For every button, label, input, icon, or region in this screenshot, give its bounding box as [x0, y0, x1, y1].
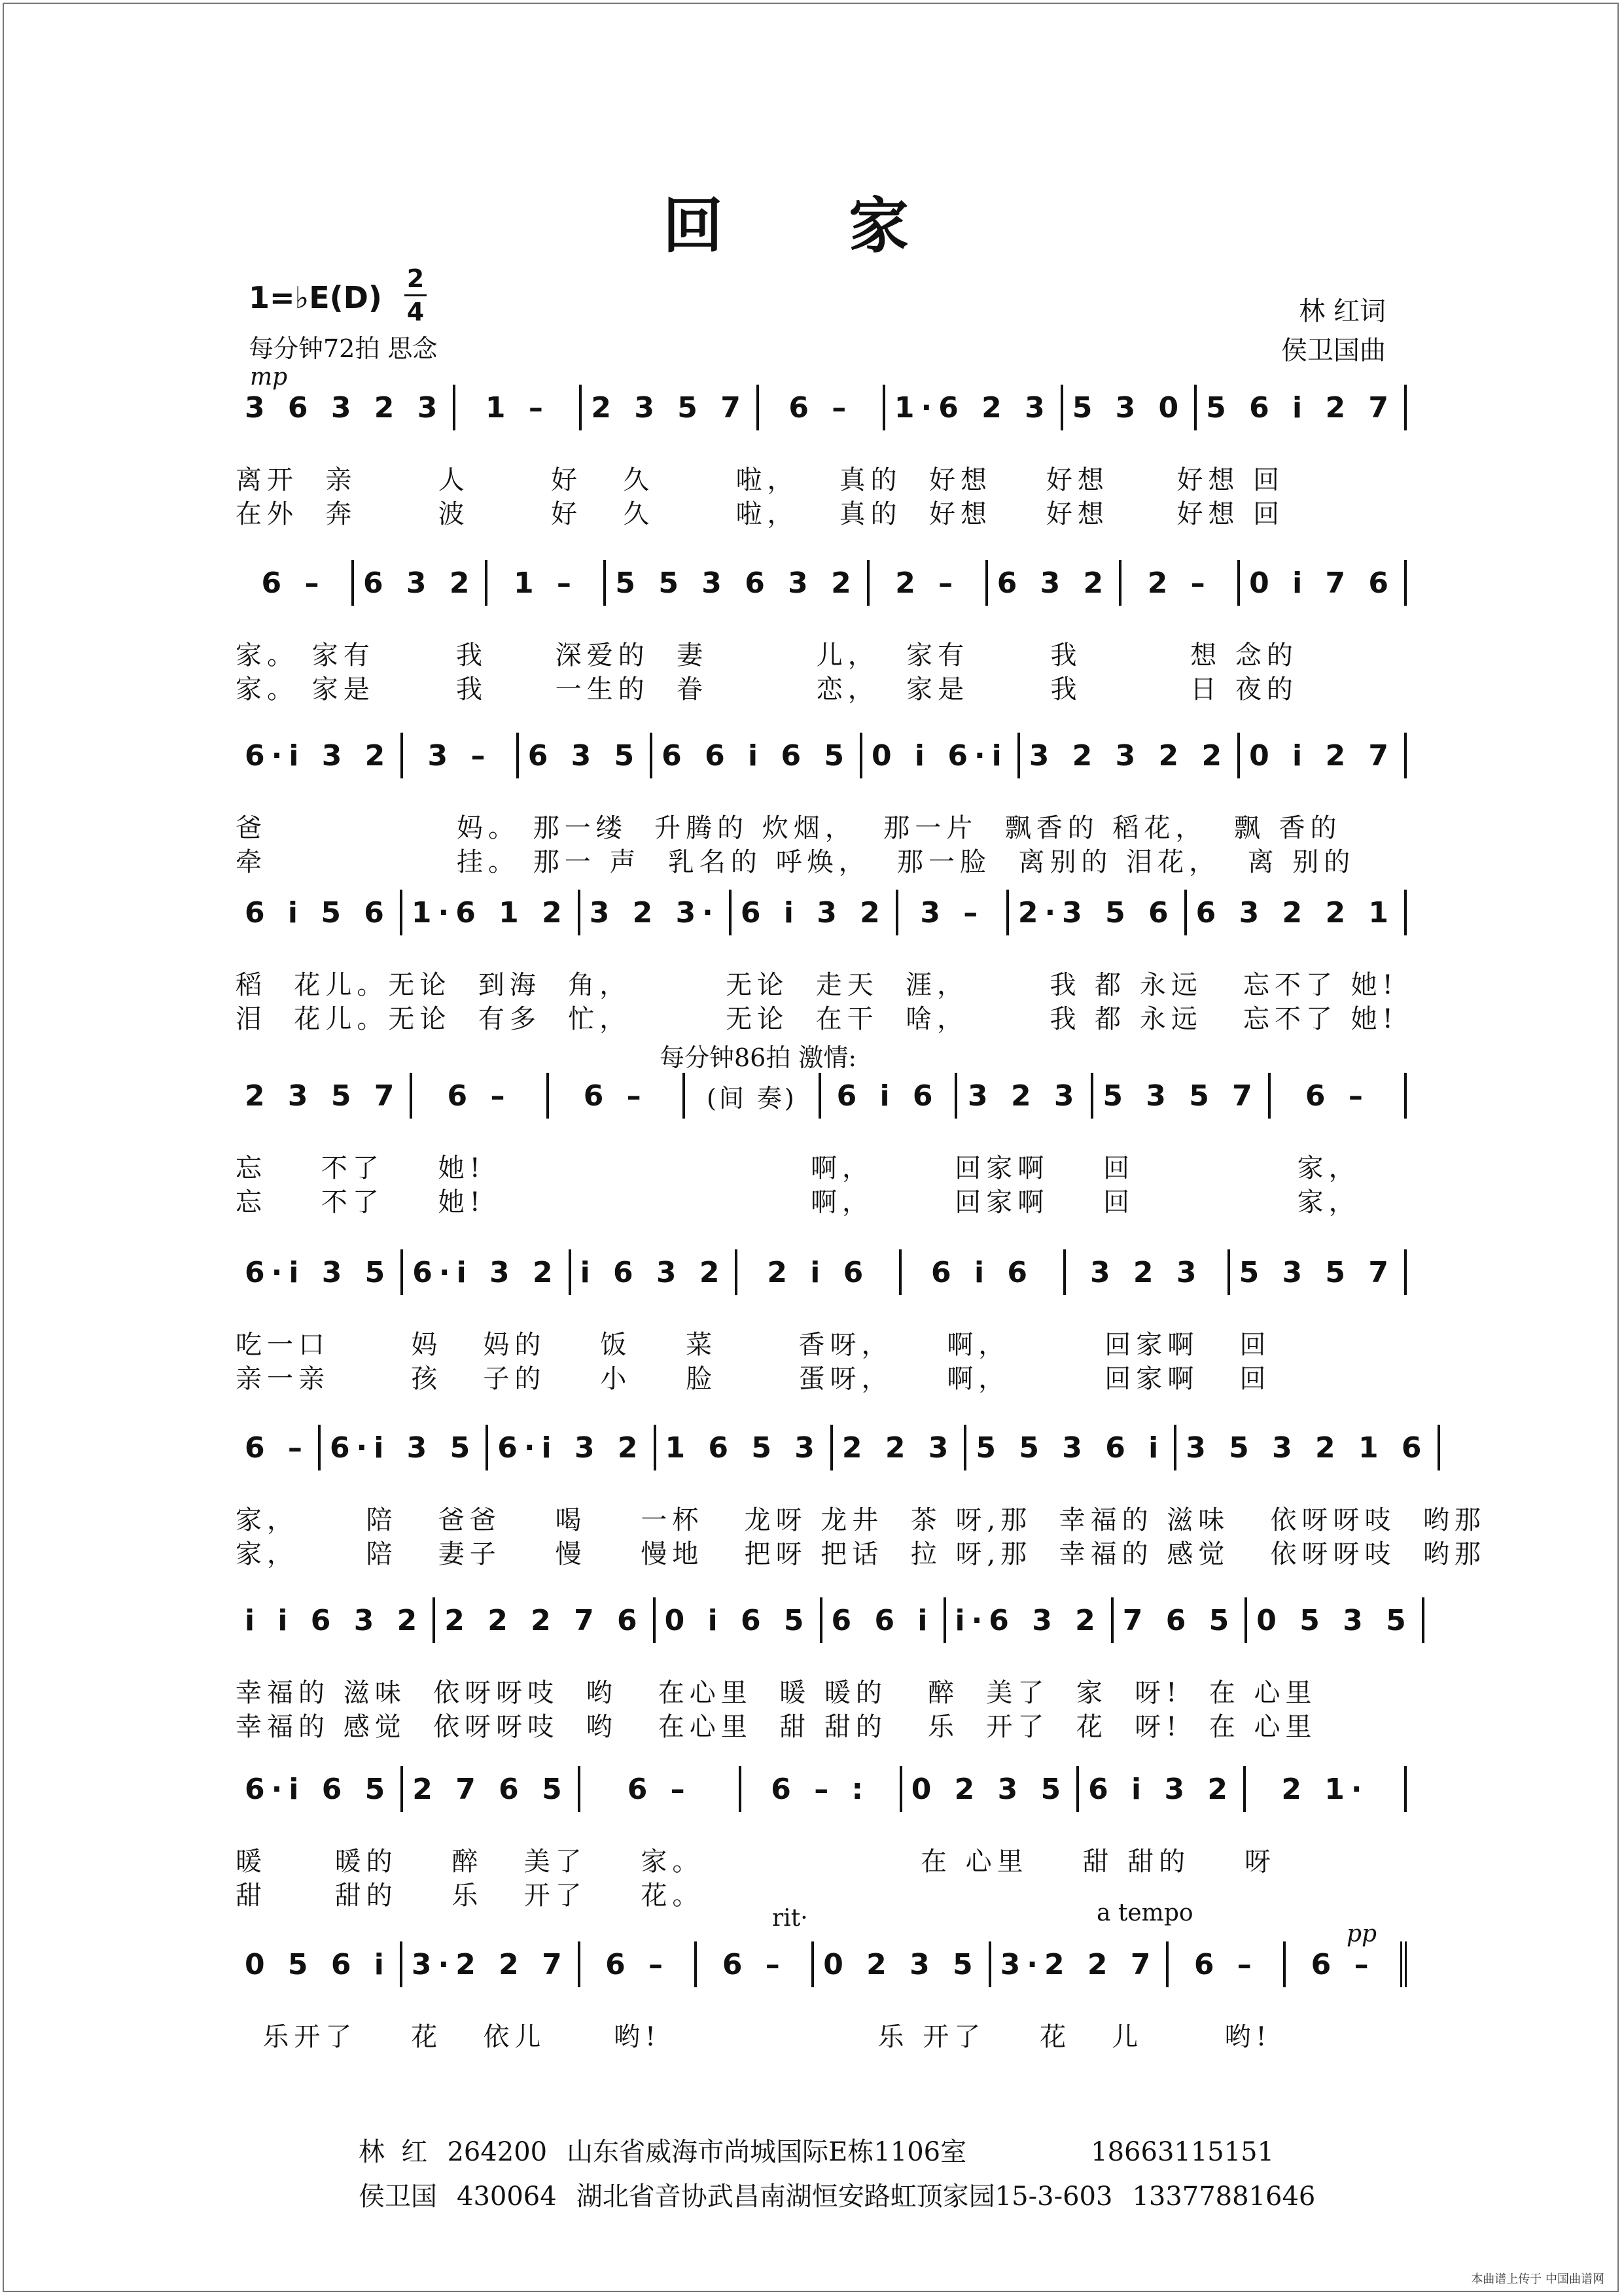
measure: 6 i 5 6: [236, 890, 402, 935]
lyric-verse-2: 泪 花儿。无论 有多 忙， 无论 在干 啥， 我 都 永远 忘不了 她!: [236, 1004, 1398, 1034]
lyric-verse-2: 在外 奔 波 好 久 啦， 真的 好想 好想 好想 回: [236, 499, 1285, 529]
measure: 6 –: [236, 1425, 321, 1470]
score-system: [236, 1935, 1407, 2092]
rit-marking: rit·: [772, 1905, 808, 1932]
address-line-1: 林 红 264200 山东省威海市尚城国际E栋1106室 18663115151: [359, 2137, 1275, 2167]
measure: 6·i 3 5: [321, 1425, 488, 1470]
measure: 0 i 6 5: [656, 1597, 822, 1643]
measure: 6 i 3 2: [732, 890, 898, 935]
measures-row: [236, 1766, 1407, 1812]
measure: 5 3 5 7: [1093, 1073, 1270, 1119]
score-system: [236, 1243, 1407, 1400]
score-system: [236, 1066, 1407, 1223]
measure: 3 –: [898, 890, 1009, 935]
lyric-verse-1: 家， 陪 爸爸 喝 一杯 龙呀 龙井 茶 呀,那 幸福的 滋味 依呀呀吱 哟那: [236, 1505, 1486, 1535]
measure: 6 –: [697, 1941, 814, 1987]
measure: 3 6 3 2 3: [236, 385, 455, 430]
measure: 0 2 3 5: [902, 1766, 1079, 1812]
measure: 6 3 2: [988, 560, 1121, 606]
measure: 3 5 3 2 1 6: [1176, 1425, 1439, 1470]
measure: 1 6 5 3: [656, 1425, 833, 1470]
measure: 6 3 2: [354, 560, 487, 606]
measures-row: [236, 733, 1407, 778]
measure: i 6 3 2: [571, 1249, 738, 1295]
notation-line: [236, 1591, 1413, 1650]
lyric-verse-2: 幸福的 感觉 依呀呀吱 哟 在心里 甜 甜的 乐 开了 花 呀! 在 心里: [236, 1712, 1317, 1742]
measure: 0 2 3 5: [814, 1941, 991, 1987]
song-title: 回 家: [662, 190, 962, 261]
lyric-verse-1: 离开 亲 人 好 久 啦， 真的 好想 好想 好想 回: [236, 465, 1285, 495]
site-watermark: 本曲谱上传于 中国曲谱网: [1471, 2272, 1604, 2286]
measure: 5 5 3 6 i: [966, 1425, 1176, 1470]
notation-line: [236, 1243, 1407, 1302]
tempo-marking-intro: 每分钟72拍 思念: [249, 334, 438, 363]
measure: 6·i 3 2: [236, 733, 403, 778]
score-system: [236, 1760, 1407, 1917]
lyric-verse-2: 忘 不了 她! 啊， 回家啊 回 家，: [236, 1187, 1360, 1217]
measure: 6 – :: [741, 1766, 902, 1812]
measure: 6 –: [1271, 1073, 1407, 1119]
measures-row: [236, 1597, 1413, 1643]
measure: 3 –: [403, 733, 518, 778]
lyric-verse-2: 亲一亲 孩 子的 小 脸 蛋呀， 啊， 回家啊 回: [236, 1364, 1271, 1394]
measure: 2 –: [1121, 560, 1240, 606]
measure: 3·2 2 7: [402, 1941, 580, 1987]
measure: i·6 3 2: [946, 1597, 1114, 1643]
measure: 6 –: [1286, 1941, 1407, 1987]
measure: 0 i 2 7: [1240, 733, 1407, 778]
measure: 5 3 0: [1063, 385, 1197, 430]
notation-line: [236, 1760, 1407, 1818]
lyric-verse-1: 爸 妈。 那一缕 升腾的 炊烟， 那一片 飘香的 稻花， 飘 香的: [236, 813, 1342, 843]
measure: 6·i 3 2: [403, 1249, 571, 1295]
measure: 6 6 i 6 5: [652, 733, 862, 778]
measure: 3 2 3 2 2: [1020, 733, 1240, 778]
measure: 6 i 3 2: [1079, 1766, 1246, 1812]
measures-row: [236, 1425, 1428, 1470]
lyric-verse-2: 牵 挂。 那一 声 乳名的 呼焕， 那一脸 离别的 泪花， 离 别的: [236, 847, 1356, 877]
measure: 2 1·: [1246, 1766, 1407, 1812]
measure: 6·i 3 5: [236, 1249, 403, 1295]
measure: 0 5 3 5: [1247, 1597, 1424, 1643]
measure: 6 i 6: [902, 1249, 1066, 1295]
measure: 6 i 6: [821, 1073, 957, 1119]
lyric-verse-1: 稻 花儿。无论 到海 角， 无论 走天 涯， 我 都 永远 忘不了 她!: [236, 970, 1398, 1000]
lyric-verse-2: 家。 家是 我 一生的 眷 恋， 家是 我 日 夜的: [236, 674, 1298, 704]
score-system: [236, 553, 1407, 710]
measure: 7 6 5: [1114, 1597, 1247, 1643]
score-system: [236, 726, 1407, 883]
lyric-verse-2: 家， 陪 妻子 慢 慢地 把呀 把话 拉 呀,那 幸福的 感觉 依呀呀吱 哟那: [236, 1539, 1486, 1569]
measures-row: [236, 1941, 1407, 1987]
measures-row: [236, 560, 1407, 606]
measure: 6·i 3 2: [488, 1425, 656, 1470]
lyric-verse-1: 幸福的 滋味 依呀呀吱 哟 在心里 暖 暖的 醉 美了 家 呀! 在 心里: [236, 1678, 1317, 1708]
measure: 2 3 5 7: [236, 1073, 412, 1119]
measure: 6 –: [580, 1941, 697, 1987]
lyric-verse-1: 暖 暖的 醉 美了 家。 在 心里 甜 甜的 呀: [236, 1847, 1277, 1877]
lyricist-credit: 林 红词: [1299, 296, 1386, 326]
measure: 5 5 3 6 3 2: [606, 560, 869, 606]
lyric-verse-2: 甜 甜的 乐 开了 花。: [236, 1881, 704, 1911]
measure: 5 3 5 7: [1230, 1249, 1407, 1295]
measure: 6 –: [236, 560, 354, 606]
measure: 3 2 3: [957, 1073, 1093, 1119]
measures-row: [236, 385, 1407, 430]
interlude-marker: (间 奏): [685, 1073, 821, 1119]
measure: 2 2 3: [833, 1425, 966, 1470]
measure: 2 7 6 5: [403, 1766, 580, 1812]
measure: 6 3 5: [519, 733, 652, 778]
tempo-marking-chorus: 每分钟86拍 激情:: [660, 1043, 857, 1072]
lyric-verse-1: 家。 家有 我 深爱的 妻 儿， 家有 我 想 念的: [236, 640, 1298, 670]
measure: 6 3 2 2 1: [1187, 890, 1407, 935]
notation-line: [236, 883, 1407, 942]
measure: 2 i 6: [737, 1249, 902, 1295]
measure: 1 –: [487, 560, 606, 606]
measure: 1·6 1 2: [402, 890, 580, 935]
lyric-verse-1: 忘 不了 她! 啊， 回家啊 回 家，: [236, 1153, 1360, 1183]
notation-line: [236, 726, 1407, 785]
score-system: [236, 883, 1407, 1040]
measures-row: [236, 1249, 1407, 1295]
measure: 3·2 2 7: [991, 1941, 1169, 1987]
measure: 6·i 6 5: [236, 1766, 403, 1812]
measure: 2·3 5 6: [1009, 890, 1187, 935]
measures-row: [236, 890, 1407, 935]
measures-row: [236, 1073, 1407, 1119]
notation-line: [236, 1418, 1428, 1477]
measure: 1 –: [455, 385, 582, 430]
measure: 3 2 3: [1066, 1249, 1230, 1295]
measure: 5 6 i 2 7: [1197, 385, 1407, 430]
address-line-2: 侯卫国 430064 湖北省音协武昌南湖恒安路虹顶家园15-3-603 13377881646: [359, 2182, 1316, 2212]
score-system: [236, 1418, 1486, 1575]
measure: 0 5 6 i: [236, 1941, 402, 1987]
notation-line: [236, 1935, 1407, 1994]
time-signature: 2 4: [404, 264, 427, 326]
key-signature: 1=♭E(D): [249, 280, 382, 315]
score-system: [236, 378, 1407, 535]
measure: 0 i 7 6: [1240, 560, 1407, 606]
composer-credit: 侯卫国曲: [1281, 336, 1386, 366]
measure: 3 2 3·: [580, 890, 732, 935]
measure: 2 3 5 7: [582, 385, 758, 430]
measure: i i 6 3 2: [236, 1597, 435, 1643]
lyric-verse-1: 吃一口 妈 妈的 饭 菜 香呀， 啊， 回家啊 回: [236, 1330, 1271, 1360]
measure: 6 6 i: [822, 1597, 946, 1643]
a-tempo-marking: a tempo: [1097, 1900, 1193, 1926]
dynamic-pp: pp: [1347, 1921, 1377, 1947]
lyric-verse-1: 乐开了 花 依儿 哟! 乐 开了 花 儿 哟!: [236, 2022, 1272, 2052]
measure: 6 –: [412, 1073, 548, 1119]
measure: 6 –: [759, 385, 885, 430]
notation-line: [236, 378, 1407, 437]
notation-line: [236, 553, 1407, 612]
measure: 0 i 6·i: [862, 733, 1020, 778]
measure: 6 –: [1169, 1941, 1286, 1987]
measure: 6 –: [580, 1766, 741, 1812]
measure: 6 –: [549, 1073, 685, 1119]
score-system: [236, 1591, 1413, 1748]
measure: 2 –: [870, 560, 988, 606]
notation-line: [236, 1066, 1407, 1125]
measure: 2 2 2 7 6: [435, 1597, 655, 1643]
measure: 1·6 2 3: [885, 385, 1063, 430]
dynamic-mp: mp: [250, 364, 288, 391]
